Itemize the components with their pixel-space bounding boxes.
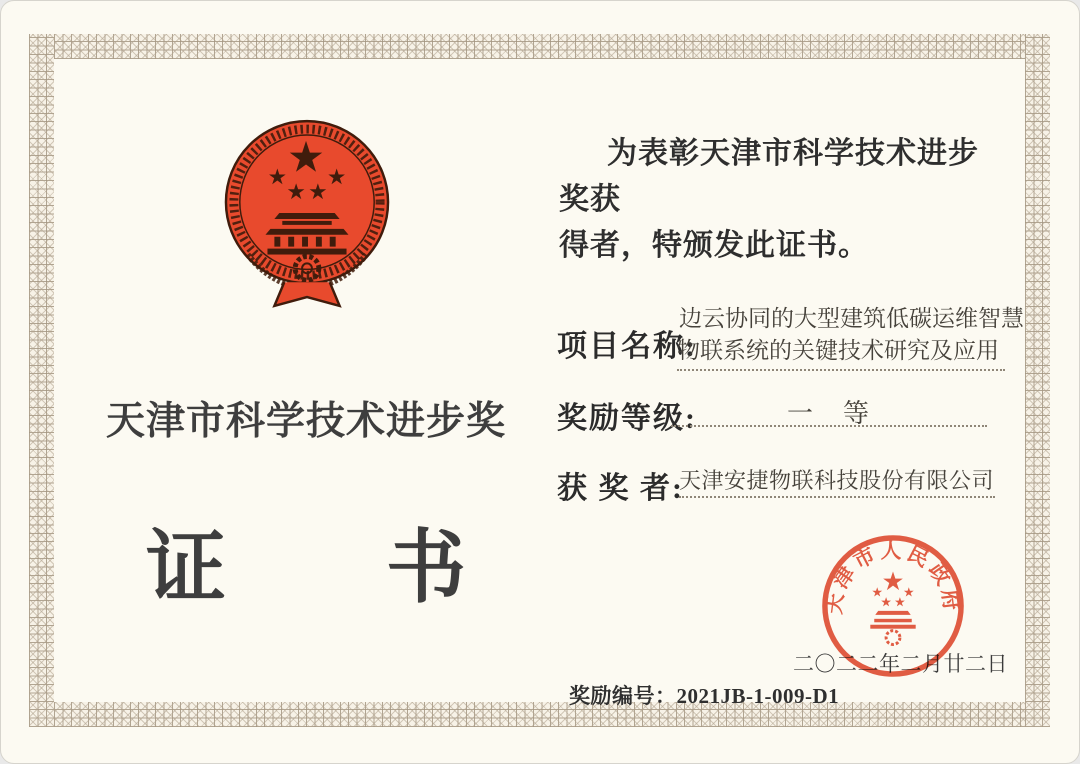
border-pattern-right xyxy=(1025,34,1050,727)
award-grade-label: 奖励等级: xyxy=(557,402,697,435)
project-name-label: 项目名称: xyxy=(557,330,697,363)
project-name-value-line1: 边云协同的大型建筑低碳运维智慧 xyxy=(679,306,1024,331)
award-serial-number: 奖励编号：2021JB-1-009-D1 xyxy=(569,684,840,708)
border-pattern-bottom xyxy=(29,702,1050,727)
intro-line-1: 为表彰天津市科学技术进步奖获 xyxy=(559,137,979,216)
border-pattern-left xyxy=(29,34,54,727)
intro-line-2: 得者，特颁发此证书。 xyxy=(559,229,869,262)
government-seal xyxy=(819,532,967,680)
national-emblem-icon xyxy=(223,117,391,313)
border-pattern-top xyxy=(29,34,1050,59)
issue-date: 二〇二二年二月廿二日 xyxy=(793,652,1008,676)
intro-paragraph xyxy=(559,131,999,269)
winner-value: 天津安捷物联科技股份有限公司 xyxy=(679,464,995,498)
seal-text: 天津市人民政府 xyxy=(823,540,963,616)
project-name-value-line2: 物联系统的关键技术研究及应用 xyxy=(677,332,1005,371)
award-name-title: 天津市科学技术进步奖 xyxy=(105,400,506,443)
winner-label: 获 奖 者: xyxy=(557,472,684,505)
award-grade-value: 一 等 xyxy=(671,393,987,427)
certificate-title: 证 书 xyxy=(146,523,466,612)
